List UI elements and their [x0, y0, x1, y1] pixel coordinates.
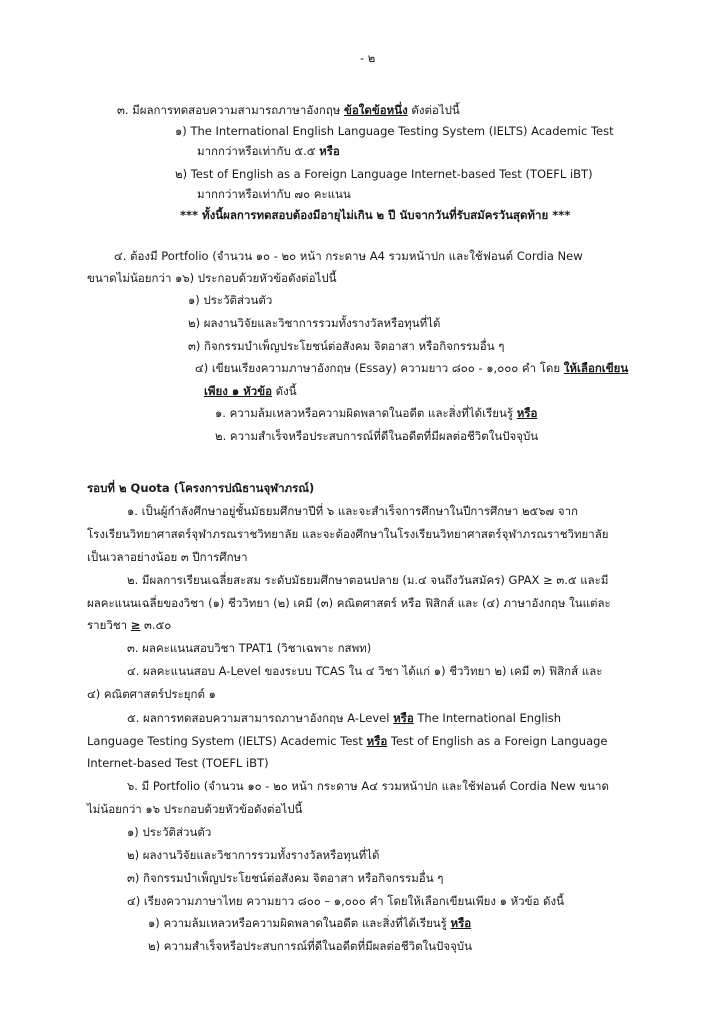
portfolio-item-4-cont [204, 383, 297, 399]
requirement-4-line2: ขนาดไม่น้อยกว่า ๑๖) ประกอบด้วยหัวข้อดังต่อไปนี้ [87, 271, 337, 285]
quota-essay-1-text: ๑) ความล้มเหลวหรือความผิดพลาดในอดีต และสิ่งที่ได้เรียนรู้ [148, 916, 451, 930]
toefl-score: มากกว่าหรือเท่ากับ ๗๐ คะแนน [197, 187, 351, 201]
ielts-option: ๑) The International English Language Testing System (IELTS) Academic Test [175, 124, 614, 138]
quota-6-line2: ไม่น้อยกว่า ๑๖ ประกอบด้วยหัวข้อดังต่อไปนี้ [87, 802, 303, 816]
portfolio-item-4-emphasis: ให้เลือกเขียน [563, 361, 629, 375]
quota-essay-1 [148, 915, 471, 931]
ielts-score [197, 143, 340, 159]
quota-5-line3: Internet-based Test (TOEFL iBT) [87, 756, 269, 770]
portfolio-item-4-text: ๔) เขียนเรียงความภาษาอังกฤษ (Essay) ความยาว ๘๐๐ - ๑,๐๐๐ คำ โดย [195, 361, 564, 375]
requirement-3-emphasis: ข้อใดข้อหนึ่ง [344, 103, 408, 117]
or-keyword: หรือ [393, 711, 414, 725]
or-keyword: หรือ [319, 144, 340, 158]
validity-note: *** ทั้งนี้ผลการทดสอบต้องมีอายุไม่เกิน ๒ ปี นับจากวันที่รับสมัครวันสุดท้าย *** [180, 208, 571, 222]
portfolio-item-3: ๓) กิจกรรมบำเพ็ญประโยชน์ต่อสังคม จิตอาสา หรือกิจกรรมอื่น ๆ [188, 339, 505, 353]
quota-essay-2: ๒) ความสำเร็จหรือประสบการณ์ที่ดีในอดีตที่มีผลต่อชีวิตในปัจจุบัน [148, 939, 472, 953]
round-2-heading: รอบที่ ๒ Quota (โครงการปณิธานจุฬาภรณ์) [87, 481, 315, 495]
essay-topic-2: ๒. ความสำเร็จหรือประสบการณ์ที่ดีในอดีตที่มีผลต่อชีวิตในปัจจุบัน [215, 429, 539, 443]
quota-4-line1: ๔. ผลคะแนนสอบ A-Level ของระบบ TCAS ใน ๔ วิชา ได้แก่ ๑) ชีววิทยา ๒) เคมี ๓) ฟิสิกส์ และ [127, 664, 603, 678]
portfolio-item-2: ๒) ผลงานวิจัยและวิชาการรวมทั้งรางวัลหรือทุนที่ได้ [188, 316, 441, 330]
quota-2-line3-text: รายวิชา [87, 618, 131, 632]
quota-5-line2 [87, 733, 608, 749]
quota-5-line1-text: ๕. ผลการทดสอบความสามารถภาษาอังกฤษ A-Level [127, 711, 394, 725]
portfolio-item-1: ๑) ประวัติส่วนตัว [188, 293, 273, 307]
requirement-3-text: ๓. มีผลการทดสอบความสามารถภาษาอังกฤษ [117, 103, 345, 117]
quota-5-line2-text: Language Testing System (IELTS) Academic Test [87, 734, 367, 748]
page-number: - ๒ [360, 51, 376, 65]
quota-5-line1-suffix: The International English [413, 711, 562, 725]
quota-2-line3 [87, 617, 171, 633]
quota-1-line1: ๑. เป็นผู้กำลังศึกษาอยู่ชั้นมัธยมศึกษาปีที่ ๖ และจะสำเร็จการศึกษาในปีการศึกษา ๒๕๖๗ จาก [127, 504, 578, 518]
quota-2-threshold: ๓.๕๐ [140, 618, 172, 632]
quota-3: ๓. ผลคะแนนสอบวิชา TPAT1 (วิชาเฉพาะ กสพท) [127, 641, 372, 655]
portfolio-item-4-emphasis-2: เพียง ๑ หัวข้อ [204, 384, 272, 398]
quota-1-line2: โรงเรียนวิทยาศาสตร์จุฬาภรณราชวิทยาลัย และจะต้องศึกษาในโรงเรียนวิทยาศาสตร์จุฬาภรณราชวิทยาลัย [87, 527, 609, 541]
toefl-option: ๒) Test of English as a Foreign Language Internet-based Test (TOEFL iBT) [175, 167, 593, 181]
quota-2-line1: ๒. มีผลการเรียนเฉลี่ยสะสม ระดับมัธยมศึกษาตอนปลาย (ม.๔ จนถึงวันสมัคร) GPAX ≥ ๓.๕ และมี [127, 573, 609, 587]
quota-4-line2: ๔) คณิตศาสตร์ประยุกต์ ๑ [87, 687, 216, 701]
greater-equal-symbol: ≥ [130, 618, 141, 632]
essay-topic-1-text: ๑. ความล้มเหลวหรือความผิดพลาดในอดีต และสิ่งที่ได้เรียนรู้ [215, 406, 517, 420]
quota-1-line3: เป็นเวลาอย่างน้อย ๓ ปีการศึกษา [87, 550, 248, 564]
or-keyword: หรือ [450, 916, 472, 930]
portfolio-item-4-suffix: ดังนี้ [271, 384, 297, 398]
quota-portfolio-1: ๑) ประวัติส่วนตัว [127, 825, 212, 839]
requirement-3-suffix: ดังต่อไปนี้ [407, 103, 460, 117]
quota-5-line1 [127, 710, 561, 726]
or-keyword: หรือ [516, 406, 538, 420]
quota-portfolio-4: ๔) เรียงความภาษาไทย ความยาว ๘๐๐ – ๑,๐๐๐ คำ โดยให้เลือกเขียนเพียง ๑ หัวข้อ ดังนี้ [127, 894, 564, 908]
quota-5-line2-suffix: Test of English as a Foreign Language [387, 734, 608, 748]
quota-2-line2: ผลคะแนนเฉลี่ยของวิชา (๑) ชีววิทยา (๒) เคมี (๓) คณิตศาสตร์ หรือ ฟิสิกส์ และ (๔) ภาษาอังกฤษ ในแต่ละ [87, 596, 611, 610]
ielts-score-text: มากกว่าหรือเท่ากับ ๕.๕ [197, 144, 320, 158]
or-keyword: หรือ [366, 734, 388, 748]
requirement-4-line1: ๔. ต้องมี Portfolio (จำนวน ๑๐ - ๒๐ หน้า กระดาษ A4 รวมหน้าปก และใช้ฟอนต์ Cordia New [114, 249, 583, 263]
requirement-3 [117, 102, 460, 118]
quota-6-line1: ๖. มี Portfolio (จำนวน ๑๐ - ๒๐ หน้า กระดาษ A๔ รวมหน้าปก และใช้ฟอนต์ Cordia New ขนาด [127, 779, 609, 793]
quota-portfolio-2: ๒) ผลงานวิจัยและวิชาการรวมทั้งรางวัลหรือทุนที่ได้ [127, 848, 380, 862]
quota-portfolio-3: ๓) กิจกรรมบำเพ็ญประโยชน์ต่อสังคม จิตอาสา หรือกิจกรรมอื่น ๆ [127, 871, 444, 885]
portfolio-item-4 [195, 360, 628, 376]
essay-topic-1 [215, 405, 537, 421]
